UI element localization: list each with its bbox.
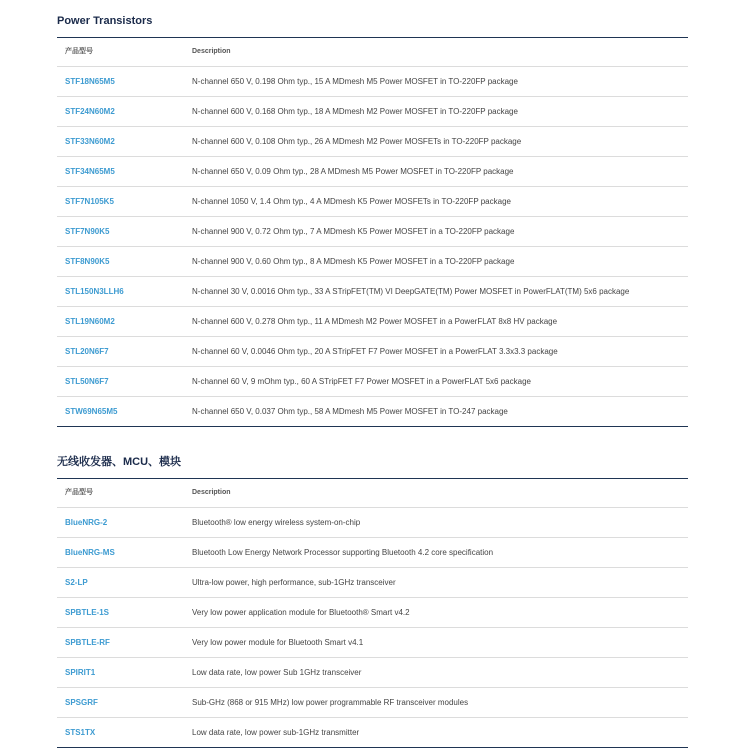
- part-description: N-channel 650 V, 0.198 Ohm typ., 15 A MDmesh M5 Power MOSFET in TO-220FP package: [192, 77, 518, 86]
- column-header-description: Description: [192, 489, 231, 496]
- part-description: N-channel 600 V, 0.278 Ohm typ., 11 A MDmesh M2 Power MOSFET in a PowerFLAT 8x8 HV package: [192, 317, 558, 326]
- part-number-link[interactable]: STL19N60M2: [65, 317, 115, 326]
- section-title: 无线收发器、MCU、模块: [57, 456, 182, 468]
- table-row: [57, 688, 688, 718]
- table-row: [57, 67, 688, 97]
- part-number-link[interactable]: STF24N60M2: [65, 107, 115, 116]
- table-row: [57, 127, 688, 157]
- part-description: N-channel 600 V, 0.168 Ohm typ., 18 A MDmesh M2 Power MOSFET in TO-220FP package: [192, 107, 518, 116]
- part-description: Low data rate, low power Sub 1GHz transceiver: [192, 668, 362, 677]
- part-number-link[interactable]: STL150N3LLH6: [65, 287, 124, 296]
- table-row: [57, 658, 688, 688]
- part-description: N-channel 650 V, 0.09 Ohm typ., 28 A MDmesh M5 Power MOSFET in TO-220FP package: [192, 167, 514, 176]
- part-number-link[interactable]: STL50N6F7: [65, 377, 109, 386]
- table-row: [57, 397, 688, 427]
- part-number-link[interactable]: SPBTLE-RF: [65, 638, 110, 647]
- table-row: [57, 538, 688, 568]
- part-description: Low data rate, low power sub-1GHz transmitter: [192, 728, 360, 737]
- table-row: [57, 277, 688, 307]
- table-row: [57, 568, 688, 598]
- part-description: Bluetooth Low Energy Network Processor supporting Bluetooth 4.2 core specification: [192, 548, 494, 557]
- part-description: N-channel 60 V, 0.0046 Ohm typ., 20 A STripFET F7 Power MOSFET in a PowerFLAT 3.3x3.3 package: [192, 347, 558, 356]
- table-row: [57, 508, 688, 538]
- part-description: N-channel 60 V, 9 mOhm typ., 60 A STripFET F7 Power MOSFET in a PowerFLAT 5x6 package: [192, 377, 531, 386]
- table-row: [57, 598, 688, 628]
- part-description: N-channel 1050 V, 1.4 Ohm typ., 4 A MDmesh K5 Power MOSFETs in TO-220FP package: [192, 197, 511, 206]
- part-number-link[interactable]: STW69N65M5: [65, 407, 118, 416]
- table-row: [57, 718, 688, 748]
- part-description: N-channel 30 V, 0.0016 Ohm typ., 33 A STripFET(TM) VI DeepGATE(TM) Power MOSFET in PowerFLAT(TM) 5x6 package: [192, 287, 630, 296]
- table-header: [57, 37, 688, 67]
- table-header: [57, 478, 688, 508]
- part-description: N-channel 650 V, 0.037 Ohm typ., 58 A MDmesh M5 Power MOSFET in TO-247 package: [192, 407, 508, 416]
- table-row: [57, 307, 688, 337]
- part-number-link[interactable]: STF34N65M5: [65, 167, 115, 176]
- part-description: N-channel 900 V, 0.60 Ohm typ., 8 A MDmesh K5 Power MOSFET in a TO-220FP package: [192, 257, 515, 266]
- table-row: [57, 217, 688, 247]
- table-row: [57, 247, 688, 277]
- part-number-link[interactable]: BlueNRG-MS: [65, 548, 115, 557]
- table-row: [57, 628, 688, 658]
- part-number-link[interactable]: STL20N6F7: [65, 347, 109, 356]
- part-number-link[interactable]: STF7N105K5: [65, 197, 114, 206]
- part-number-link[interactable]: STF8N90K5: [65, 257, 110, 266]
- table-row: [57, 187, 688, 217]
- part-description: Ultra-low power, high performance, sub-1GHz transceiver: [192, 578, 396, 587]
- part-description: Very low power module for Bluetooth Smart v4.1: [192, 638, 364, 647]
- power-transistors-section: [57, 11, 688, 427]
- part-number-link[interactable]: STF33N60M2: [65, 137, 115, 146]
- table-body: [57, 508, 688, 748]
- table-row: [57, 97, 688, 127]
- part-description: Very low power application module for Bluetooth® Smart v4.2: [192, 608, 410, 617]
- part-number-link[interactable]: BlueNRG-2: [65, 518, 108, 527]
- part-number-link[interactable]: SPSGRF: [65, 698, 98, 707]
- table-row: [57, 337, 688, 367]
- table-row: [57, 367, 688, 397]
- column-header-part: 产品型号: [65, 489, 93, 496]
- section-title: Power Transistors: [57, 15, 153, 27]
- wireless-section: [57, 452, 688, 748]
- part-description: Sub-GHz (868 or 915 MHz) low power programmable RF transceiver modules: [192, 698, 469, 707]
- column-header-description: Description: [192, 48, 231, 55]
- part-number-link[interactable]: S2-LP: [65, 578, 88, 587]
- part-number-link[interactable]: SPIRIT1: [65, 668, 96, 677]
- part-number-link[interactable]: SPBTLE-1S: [65, 608, 110, 617]
- part-description: N-channel 900 V, 0.72 Ohm typ., 7 A MDmesh K5 Power MOSFET in a TO-220FP package: [192, 227, 515, 236]
- part-number-link[interactable]: STF7N90K5: [65, 227, 110, 236]
- table-body: [57, 67, 688, 427]
- part-number-link[interactable]: STS1TX: [65, 728, 96, 737]
- part-description: N-channel 600 V, 0.108 Ohm typ., 26 A MDmesh M2 Power MOSFETs in TO-220FP package: [192, 137, 522, 146]
- column-header-part: 产品型号: [65, 48, 93, 55]
- part-number-link[interactable]: STF18N65M5: [65, 77, 115, 86]
- part-description: Bluetooth® low energy wireless system-on-chip: [192, 518, 361, 527]
- table-row: [57, 157, 688, 187]
